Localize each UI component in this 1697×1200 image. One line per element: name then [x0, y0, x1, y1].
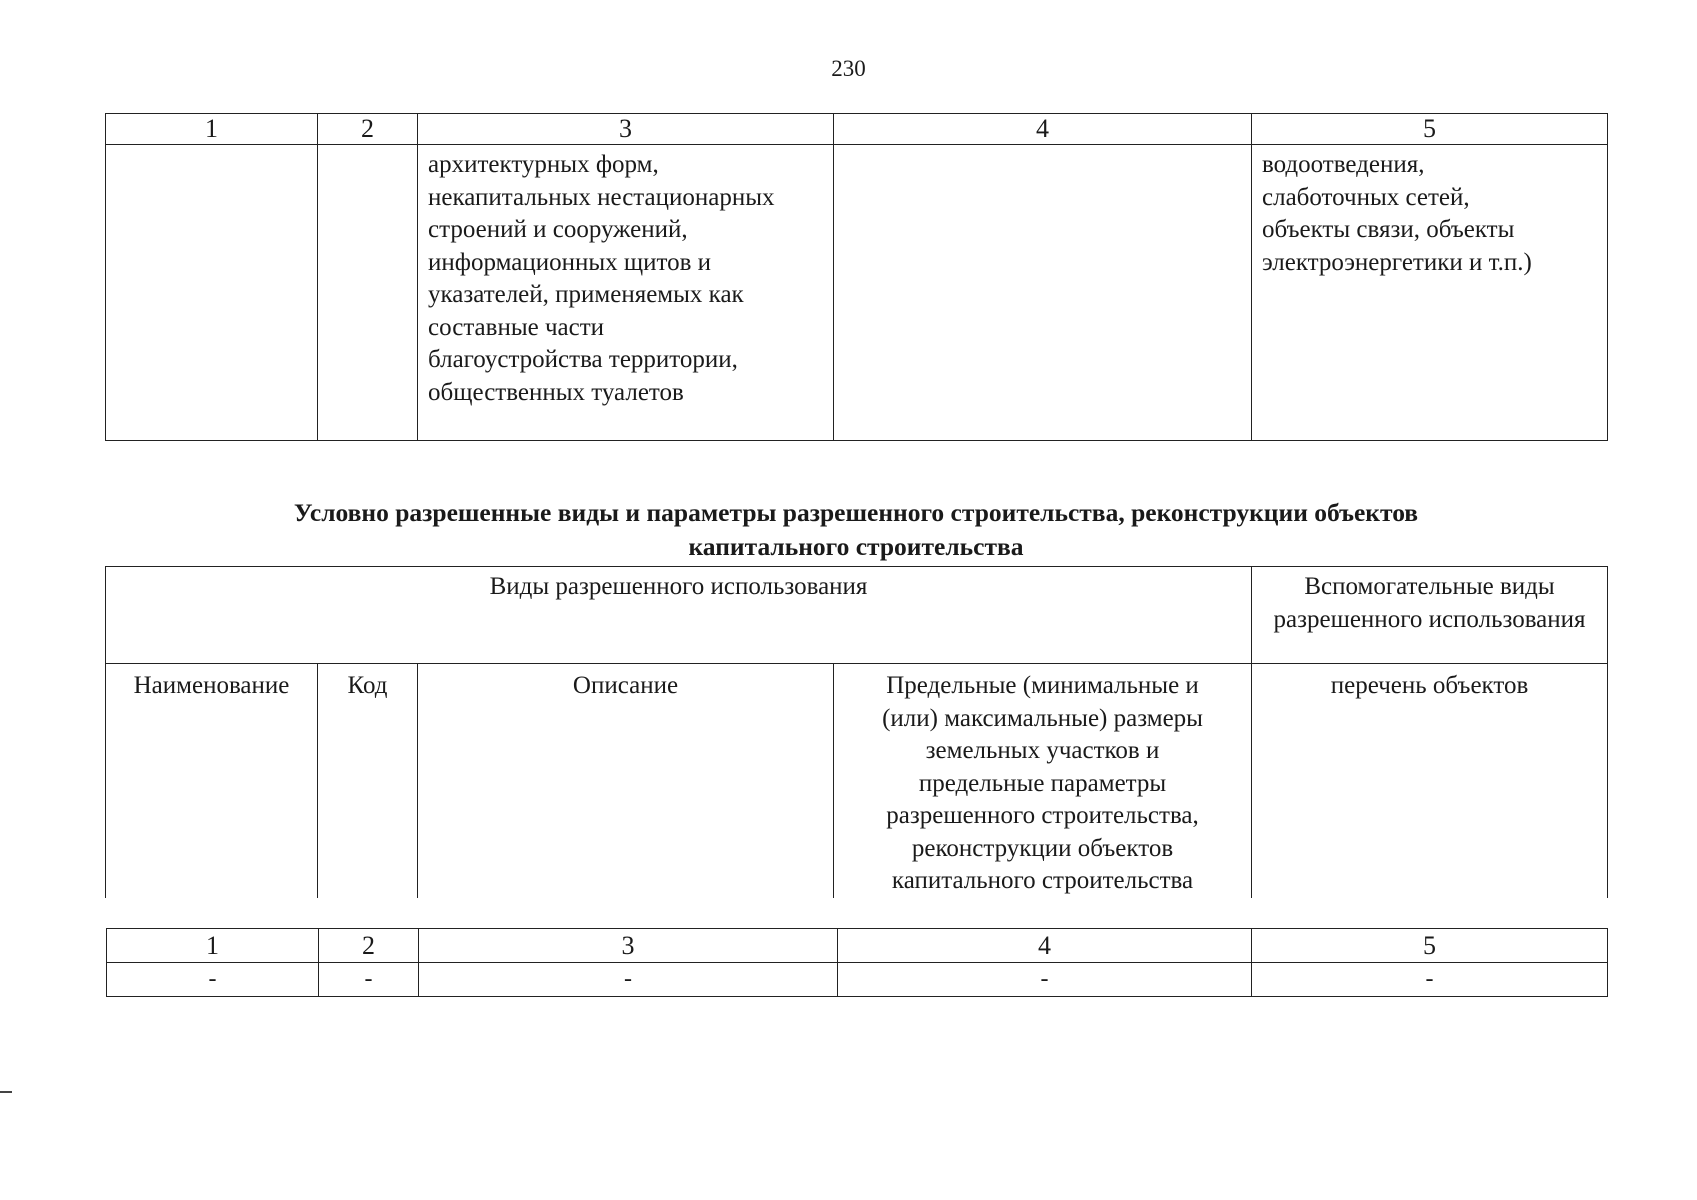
- header-group-aux: Вспомогательные виды разрешенного использования: [1252, 567, 1608, 664]
- section-heading-line1: Условно разрешенные виды и параметры разрешенного строительства, реконструкции объектов: [293, 498, 1419, 527]
- header-group-row: [106, 567, 1608, 664]
- header-code: Код: [318, 664, 418, 898]
- section-heading-line2: капитального строительства: [688, 532, 1024, 561]
- header-name: Наименование: [106, 664, 318, 898]
- header-limits: Предельные (минимальные и (или) максимальные) размеры земельных участков и предельные параметры разрешенного строительства, реконструкции объектов капитального строительства: [834, 664, 1252, 898]
- column-number-3: 3: [419, 929, 838, 963]
- column-number-5: 5: [1252, 114, 1608, 145]
- cell-col3: [418, 145, 834, 441]
- value-col5: -: [1252, 963, 1608, 997]
- column-number-4: 4: [838, 929, 1252, 963]
- description-text: архитектурных форм, некапитальных нестационарных строений и сооружений, информационных щитов и указателей, применяемых как составные части благоустройства территории, общественных туалетов: [428, 151, 775, 406]
- objects-text: водоотведения, слаботочных сетей, объекты связи, объекты электроэнергетики и т.п.): [1262, 151, 1532, 276]
- continuation-table: [105, 113, 1608, 441]
- cell-col1: [106, 145, 318, 441]
- column-number-1: 1: [107, 929, 319, 963]
- value-col1: -: [107, 963, 319, 997]
- value-col2: -: [319, 963, 419, 997]
- column-number-4: 4: [834, 114, 1252, 145]
- value-col3: -: [419, 963, 838, 997]
- cell-col5: [1252, 145, 1608, 441]
- conditional-uses-table: [106, 928, 1608, 997]
- column-number-1: 1: [106, 114, 318, 145]
- header-names-row: [106, 664, 1608, 898]
- column-number-row: [106, 114, 1608, 145]
- column-number-3: 3: [418, 114, 834, 145]
- column-number-row: [107, 929, 1608, 963]
- column-number-2: 2: [318, 114, 418, 145]
- value-col4: -: [838, 963, 1252, 997]
- table-row: [107, 963, 1608, 997]
- cell-col4: [834, 145, 1252, 441]
- column-number-5: 5: [1252, 929, 1608, 963]
- margin-mark: [0, 1091, 12, 1093]
- header-group-main: Виды разрешенного использования: [106, 567, 1252, 664]
- page-number: 230: [831, 56, 866, 81]
- header-objects: перечень объектов: [1252, 664, 1608, 898]
- table-row: [106, 145, 1608, 441]
- column-number-2: 2: [319, 929, 419, 963]
- header-description: Описание: [418, 664, 834, 898]
- section-heading: [105, 496, 1607, 564]
- cell-col2: [318, 145, 418, 441]
- conditional-uses-header-table: [105, 566, 1608, 898]
